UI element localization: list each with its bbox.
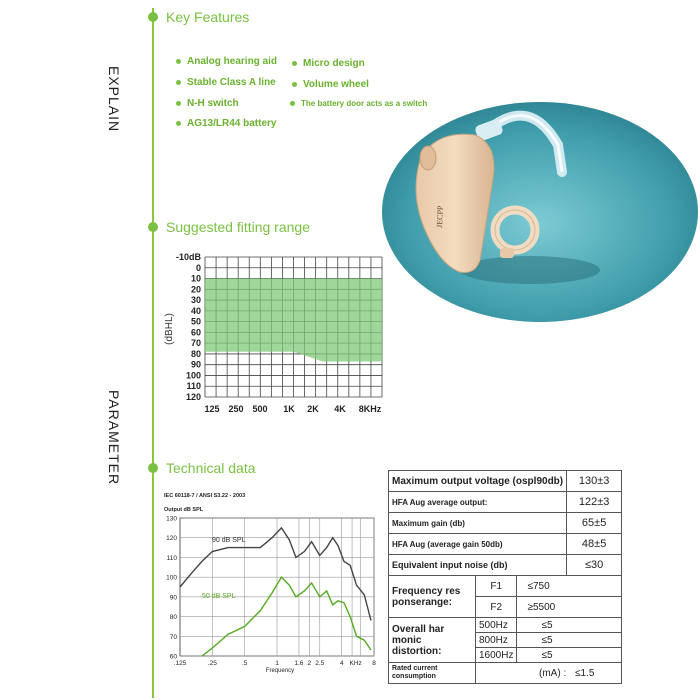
spec-label: HFA Aug average output:: [389, 492, 567, 513]
y-tick-label: 70: [169, 633, 177, 641]
feature-item: Stable Class A line: [176, 77, 276, 88]
technical-chart: [162, 488, 384, 678]
y-tick-label: 100: [185, 370, 201, 381]
bullet-icon: [176, 101, 181, 106]
fitting-area: [205, 279, 382, 362]
x-tick-label: 1.6: [294, 660, 304, 667]
spec-value: ≤5: [517, 648, 622, 663]
section-dot: [148, 222, 158, 232]
y-tick-label: 50: [190, 316, 201, 327]
table-row: [389, 555, 622, 576]
section-dot: [148, 12, 158, 22]
y-tick-label: 100: [166, 574, 177, 582]
series-90db-line: [180, 528, 371, 621]
x-tick-label: .5: [241, 660, 248, 667]
y-tick-label: 90: [190, 359, 201, 370]
spec-value: ≤750: [517, 576, 622, 597]
y-tick-label: 60: [169, 653, 177, 661]
spec-label: Frequency res ponserange:: [389, 576, 476, 618]
x-tick-label: KHz: [349, 660, 362, 667]
tech-header: IEC 60118-7 / ANSI S3.22 - 2003: [164, 493, 246, 499]
spec-value: ≥5500: [517, 597, 622, 618]
key-features-title: Key Features: [166, 9, 250, 25]
bullet-icon: [176, 80, 181, 85]
tech-xlabel: Frequency: [265, 668, 295, 674]
y-tick-label: 110: [186, 381, 201, 392]
y-tick-label: 0: [195, 262, 201, 273]
spec-table: [388, 470, 622, 684]
spec-value: ≤5: [517, 633, 622, 648]
spec-sublabel: 1600Hz: [476, 648, 517, 663]
y-tick-label: 80: [169, 614, 177, 622]
x-tick-label: 2: [307, 660, 312, 667]
bullet-icon: [292, 61, 297, 66]
x-tick-label: 2K: [307, 404, 319, 414]
y-tick-label: 110: [166, 554, 177, 562]
brand-mark: JECPP: [435, 205, 445, 229]
x-tick-label: .25: [207, 660, 217, 667]
y-tick-label: 80: [190, 348, 201, 359]
y-tick-label: 20: [190, 284, 201, 295]
feature-item: N-H switch: [176, 98, 239, 109]
spec-value: 48±5: [567, 534, 622, 555]
table-row: [389, 663, 622, 684]
table-row: [389, 471, 622, 492]
x-tick-label: 1K: [283, 404, 295, 414]
y-tick-label: 70: [190, 338, 201, 349]
table-row: [389, 618, 622, 633]
y-tick-label: 10: [190, 273, 201, 284]
bullet-icon: [292, 82, 297, 87]
x-tick-label: 2.5: [315, 660, 325, 667]
x-tick-label: 4K: [334, 404, 346, 414]
bullet-icon: [176, 59, 181, 64]
section-dot: [148, 463, 158, 473]
y-tick-label: -10dB: [175, 252, 201, 262]
spec-value: 65±5: [567, 513, 622, 534]
spec-sublabel: 800Hz: [476, 633, 517, 648]
table-row: [389, 534, 622, 555]
y-tick-label: 90: [169, 594, 177, 602]
spec-value: ≤30: [567, 555, 622, 576]
fitting-range-chart: [150, 245, 395, 425]
y-tick-label: 60: [190, 327, 201, 338]
x-tick-label: 500: [252, 404, 268, 414]
spec-label: Maximum gain (db): [389, 513, 567, 534]
x-tick-label: .125: [173, 660, 187, 667]
spec-label: Rated current consumption: [389, 663, 476, 684]
spec-label: Maximum output voltage (ospl90db): [389, 471, 567, 492]
feature-item: The battery door acts as a switch: [290, 99, 427, 108]
feature-item: Micro design: [292, 58, 365, 69]
spec-sublabel: F1: [476, 576, 517, 597]
y-tick-label: 120: [166, 535, 177, 543]
x-tick-label: 125: [204, 404, 220, 414]
x-tick-label: 4: [339, 660, 344, 667]
feature-item: Analog hearing aid: [176, 56, 277, 67]
table-row: [389, 513, 622, 534]
y-tick-label: 40: [190, 305, 201, 316]
x-tick-label: 250: [228, 404, 244, 414]
table-row: [389, 576, 622, 597]
fitting-title: Suggested fitting range: [166, 219, 310, 235]
y-tick-label: 130: [166, 515, 177, 523]
spec-value: (mA) : ≤1.5: [476, 663, 622, 684]
technical-title: Technical data: [166, 460, 256, 476]
spec-value: 122±3: [567, 492, 622, 513]
table-row: [389, 492, 622, 513]
x-tick-label: 8: [372, 660, 376, 667]
bullet-icon: [176, 121, 181, 126]
explain-label: EXPLAIN: [106, 66, 122, 133]
spec-sublabel: 500Hz: [476, 618, 517, 633]
parameter-label: PARAMETER: [106, 390, 122, 486]
spec-sublabel: F2: [476, 597, 517, 618]
feature-item: Volume wheel: [292, 79, 369, 90]
spec-label: Overall har monic distortion:: [389, 618, 476, 663]
fit-ylabel: (dBHL): [164, 313, 175, 345]
tech-ylabel: Output dB SPL: [164, 507, 204, 513]
x-tick-label: 8KHz: [358, 404, 382, 414]
y-tick-label: 120: [185, 392, 201, 402]
x-tick-label: 1: [275, 660, 279, 667]
hearing-aid-photo: [380, 100, 700, 325]
label-50db: 50 dB SPL: [202, 593, 236, 600]
spec-value: ≤5: [517, 618, 622, 633]
spec-label: Equivalent input noise (db): [389, 555, 567, 576]
label-90db: 90 dB SPL: [212, 537, 246, 544]
y-tick-label: 30: [190, 295, 201, 306]
spec-label: HFA Aug (average gain 50db): [389, 534, 567, 555]
spec-value: 130±3: [567, 471, 622, 492]
feature-item: AG13/LR44 battery: [176, 118, 276, 129]
bullet-icon: [290, 101, 295, 106]
